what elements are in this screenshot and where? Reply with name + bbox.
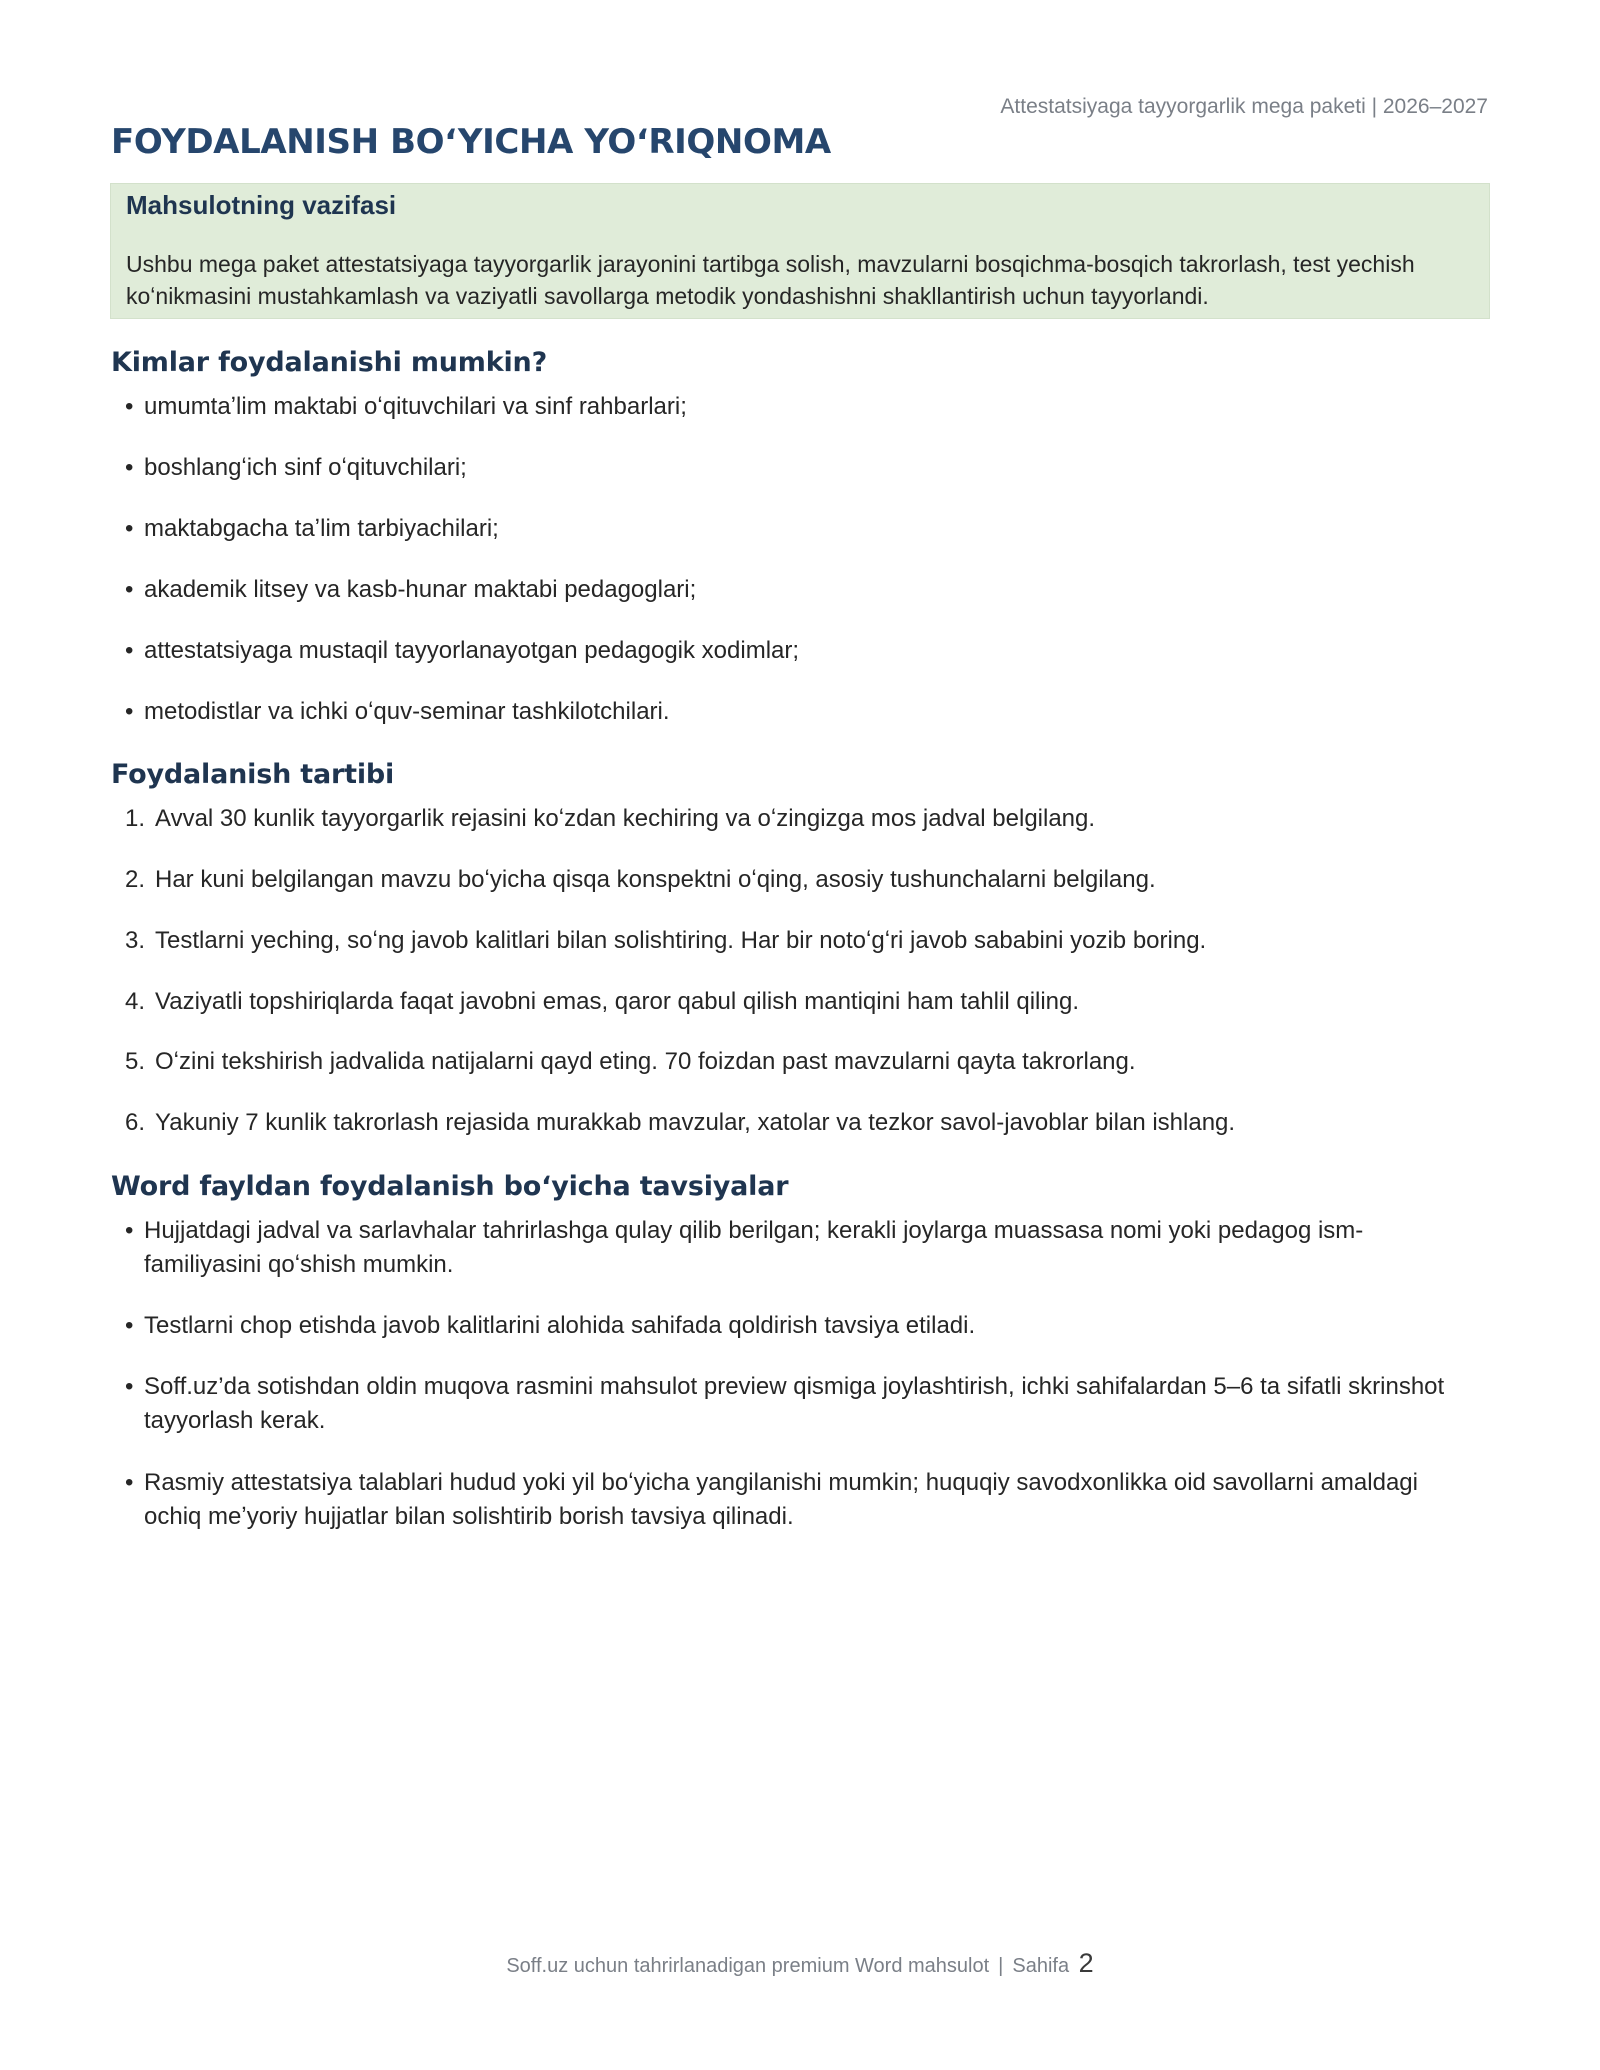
list-number: 2. (125, 866, 146, 893)
bullet-icon: • (125, 393, 134, 420)
list-item: • Rasmiy attestatsiya talablari hudud yoki yil boʻyicha yangilanishi mumkin; huquqiy savodxonlikka oid savollarni amaldagi ochiq meʼyoriy hujjatlar bilan solishtirib borish tavsiya qilinadi. (125, 1466, 1475, 1534)
list-item: • maktabgacha taʼlim tarbiyachilari; (125, 512, 1475, 546)
purpose-title: Mahsulotning vazifasi (126, 190, 397, 220)
list-item: • metodistlar va ichki oʻquv-seminar tashkilotchilari. (125, 695, 1475, 729)
list-item: 3. Testlarni yeching, soʻng javob kalitlari bilan solishtiring. Har bir notoʻgʻri javob sababini yozib boring. (125, 924, 1475, 958)
list-item: • akademik litsey va kasb-hunar maktabi pedagoglari; (125, 573, 1475, 607)
header-note: Attestatsiyaga tayyorgarlik mega paketi | 2026–2027 (1000, 95, 1488, 118)
tips-heading: Word fayldan foydalanish boʻyicha tavsiyalar (111, 1171, 789, 1202)
bullet-icon: • (125, 698, 134, 725)
list-item: • Hujjatdagi jadval va sarlavhalar tahrirlashga qulay qilib berilgan; kerakli joylarga muassasa nomi yoki pedagog ism-familiyasini qoʻshish mumkin. (125, 1214, 1475, 1282)
footer-separator: | (998, 1955, 1004, 1977)
purpose-box (110, 183, 1490, 319)
bullet-icon: • (125, 1373, 134, 1400)
bullet-icon: • (125, 454, 134, 481)
list-item: 4. Vaziyatli topshiriqlarda faqat javobni emas, qaror qabul qilish mantiqini ham tahlil qiling. (125, 985, 1475, 1019)
list-number: 5. (125, 1048, 146, 1075)
bullet-icon: • (125, 1217, 134, 1244)
bullet-icon: • (125, 1312, 134, 1339)
list-number: 4. (125, 988, 146, 1015)
list-number: 6. (125, 1109, 146, 1136)
procedure-heading: Foydalanish tartibi (111, 759, 395, 790)
page-title: FOYDALANISH BOʻYICHA YOʻRIQNOMA (111, 122, 831, 162)
page-footer (0, 1948, 1600, 1979)
bullet-icon: • (125, 1469, 134, 1496)
list-item: • umumtaʼlim maktabi oʻqituvchilari va sinf rahbarlari; (125, 390, 1475, 424)
bullet-icon: • (125, 515, 134, 542)
list-number: 3. (125, 927, 146, 954)
list-item: 1. Avval 30 kunlik tayyorgarlik rejasini koʻzdan kechiring va oʻzingizga mos jadval belgilang. (125, 802, 1475, 836)
list-item: • Soff.uz’da sotishdan oldin muqova rasmini mahsulot preview qismiga joylashtirish, ichki sahifalardan 5–6 ta sifatli skrinshot tayyorlash kerak. (125, 1370, 1475, 1438)
list-item: • Testlarni chop etishda javob kalitlarini alohida sahifada qoldirish tavsiya etiladi. (125, 1309, 1475, 1343)
list-number: 1. (125, 805, 146, 832)
footer-page-label: Sahifa (1012, 1955, 1070, 1977)
purpose-text: Ushbu mega paket attestatsiyaga tayyorgarlik jarayonini tartibga solish, mavzularni bosqichma-bosqich takrorlash, test yechish koʻnikmasini mustahkamlash va vaziyatli savollarga metodik yondashishni shakllantirish uchun tayyorlandi. (126, 251, 1415, 309)
list-item: 6. Yakuniy 7 kunlik takrorlash rejasida murakkab mavzular, xatolar va tezkor savol-javoblar bilan ishlang. (125, 1106, 1475, 1140)
footer-text: Soff.uz uchun tahrirlanadigan premium Word mahsulot (506, 1955, 990, 1977)
list-item: • boshlangʻich sinf oʻqituvchilari; (125, 451, 1475, 485)
list-item: 5. Oʻzini tekshirish jadvalida natijalarni qayd eting. 70 foizdan past mavzularni qayta takrorlang. (125, 1045, 1475, 1079)
list-item: 2. Har kuni belgilangan mavzu boʻyicha qisqa konspektni oʻqing, asosiy tushunchalarni belgilang. (125, 863, 1475, 897)
bullet-icon: • (125, 637, 134, 664)
list-item: • attestatsiyaga mustaqil tayyorlanayotgan pedagogik xodimlar; (125, 634, 1475, 668)
audience-heading: Kimlar foydalanishi mumkin? (111, 347, 548, 378)
page-number: 2 (1078, 1948, 1094, 1978)
bullet-icon: • (125, 576, 134, 603)
